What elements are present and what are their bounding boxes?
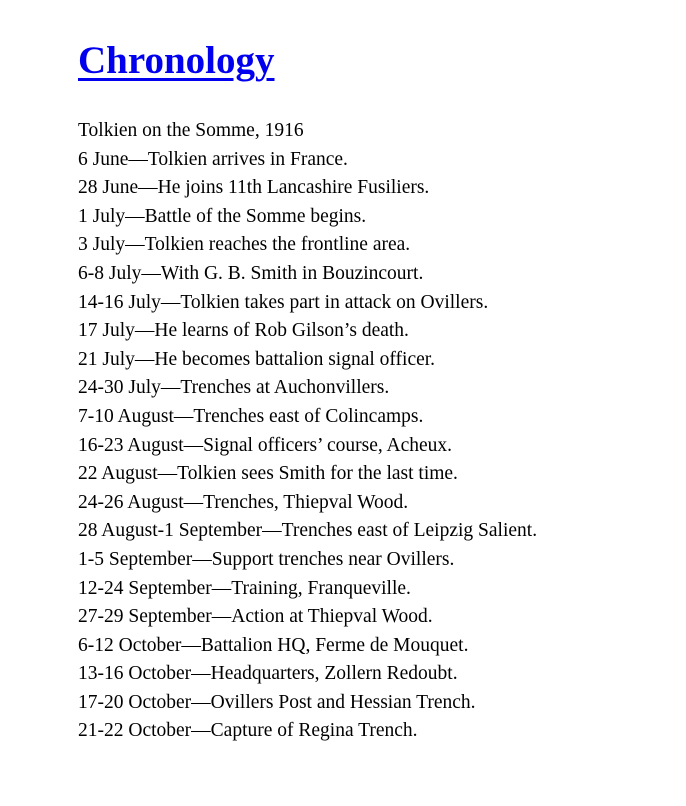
chronology-entry: 14-16 July—Tolkien takes part in attack on Ovillers. <box>78 291 489 313</box>
chronology-entry: 3 July—Tolkien reaches the frontline area. <box>78 234 411 256</box>
chronology-entries <box>78 146 666 746</box>
chronology-entry: 28 June—He joins 11th Lancashire Fusiliers. <box>78 177 430 199</box>
chronology-entry: 21 July—He becomes battalion signal officer. <box>78 348 436 370</box>
chronology-entry: 6-8 July—With G. B. Smith in Bouzincourt. <box>78 262 424 284</box>
chronology-entry: 13-16 October—Headquarters, Zollern Redoubt. <box>78 663 458 685</box>
chronology-entry: 16-23 August—Signal officers’ course, Acheux. <box>78 434 453 456</box>
chronology-title-link[interactable]: Chronology <box>78 39 275 82</box>
chronology-entry: 21-22 October—Capture of Regina Trench. <box>78 720 418 742</box>
chronology-entry: 27-29 September—Action at Thiepval Wood. <box>78 606 433 628</box>
chronology-entry: 6-12 October—Battalion HQ, Ferme de Mouquet. <box>78 634 469 656</box>
chronology-entry: 1 July—Battle of the Somme begins. <box>78 205 367 227</box>
chronology-entry: 22 August—Tolkien sees Smith for the last time. <box>78 463 458 485</box>
chronology-entry: 24-26 August—Trenches, Thiepval Wood. <box>78 491 409 513</box>
chronology-entry: 17 July—He learns of Rob Gilson’s death. <box>78 320 409 342</box>
chronology-entry: 1-5 September—Support trenches near Ovillers. <box>78 548 455 570</box>
chronology-entry: 17-20 October—Ovillers Post and Hessian Trench. <box>78 691 476 713</box>
chronology-entry: 28 August-1 September—Trenches east of Leipzig Salient. <box>78 520 538 542</box>
chronology-entry: 7-10 August—Trenches east of Colincamps. <box>78 405 424 427</box>
chronology-entry: 24-30 July—Trenches at Auchonvillers. <box>78 377 390 399</box>
chronology-subtitle: Tolkien on the Somme, 1916 <box>78 120 304 141</box>
chronology-entry: 12-24 September—Training, Franqueville. <box>78 577 411 599</box>
chronology-list <box>78 117 666 746</box>
chronology-entry: 6 June—Tolkien arrives in France. <box>78 148 348 170</box>
